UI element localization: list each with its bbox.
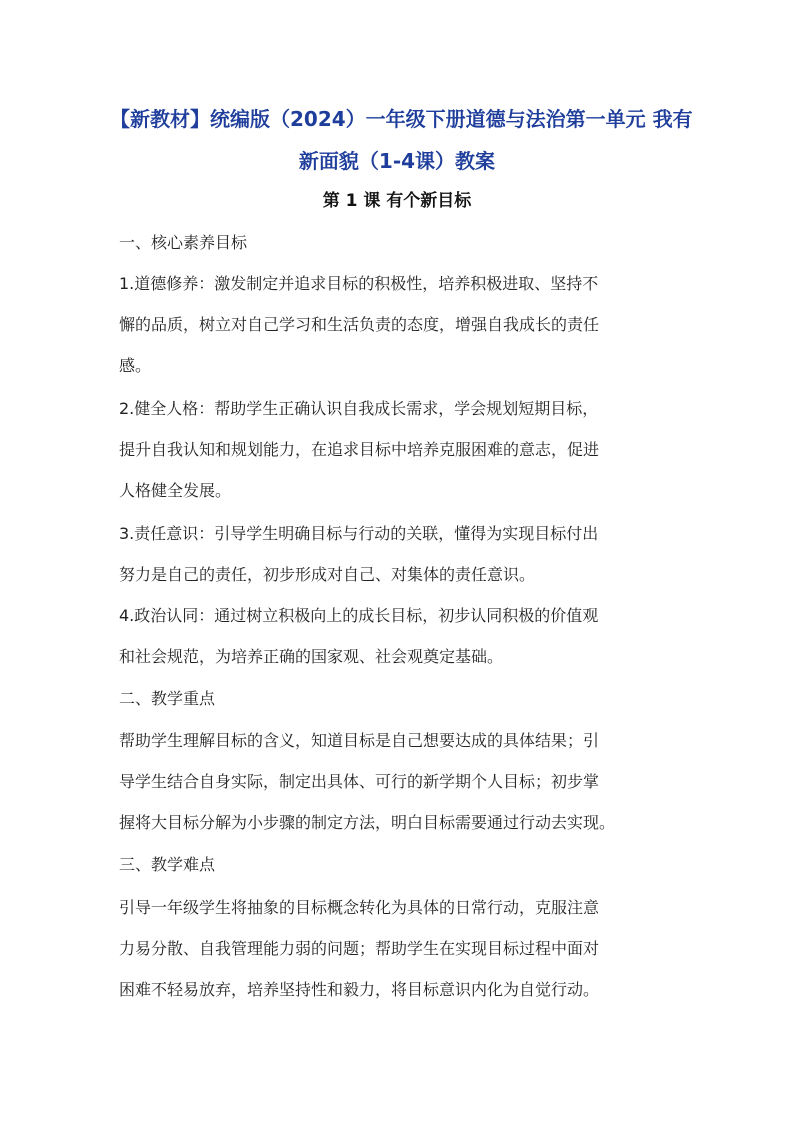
paragraph-line: 懈的品质，树立对自己学习和生活负责的态度，增强自我成长的责任 [119, 315, 600, 334]
paragraph-line: 帮助学生理解目标的含义，知道目标是自己想要达成的具体结果；引 [119, 731, 600, 750]
paragraph-line: 4.政治认同：通过树立积极向上的成长目标，初步认同积极的价值观 [119, 606, 599, 625]
paragraph-line: 提升自我认知和规划能力，在追求目标中培养克服困难的意志，促进 [119, 440, 600, 459]
paragraph-line: 2.健全人格：帮助学生正确认识自我成长需求，学会规划短期目标， [119, 399, 599, 418]
section-heading-teaching-focus: 二、教学重点 [119, 689, 216, 708]
paragraph-line: 握将大目标分解为小步骤的制定方法，明白目标需要通过行动去实现。 [119, 813, 616, 832]
section-heading-teaching-difficulty: 三、教学难点 [119, 855, 216, 874]
section-heading-core-literacy: 一、核心素养目标 [119, 233, 248, 252]
paragraph-line: 1.道德修养：激发制定并追求目标的积极性，培养积极进取、坚持不 [119, 274, 599, 293]
paragraph-line: 和社会规范，为培养正确的国家观、社会观奠定基础。 [119, 647, 504, 666]
paragraph-line: 人格健全发展。 [119, 481, 232, 500]
paragraph-line: 感。 [119, 356, 152, 375]
paragraph-line: 力易分散、自我管理能力弱的问题；帮助学生在实现目标过程中面对 [119, 939, 600, 958]
paragraph-line: 引导一年级学生将抽象的目标概念转化为具体的日常行动，克服注意 [119, 898, 600, 917]
paragraph-line: 导学生结合自身实际，制定出具体、可行的新学期个人目标；初步掌 [119, 772, 600, 791]
paragraph-line: 3.责任意识：引导学生明确目标与行动的关联，懂得为实现目标付出 [119, 524, 599, 543]
paragraph-line: 困难不轻易放弃，培养坚持性和毅力，将目标意识内化为自觉行动。 [119, 980, 600, 999]
document-title-line-1: 【新教材】统编版（2024）一年级下册道德与法治第一单元 我有 [110, 107, 693, 131]
lesson-title: 第 1 课 有个新目标 [322, 191, 472, 211]
document-title-line-2: 新面貌（1-4课）教案 [298, 149, 496, 173]
paragraph-line: 努力是自己的责任，初步形成对自己、对集体的责任意识。 [119, 565, 536, 584]
